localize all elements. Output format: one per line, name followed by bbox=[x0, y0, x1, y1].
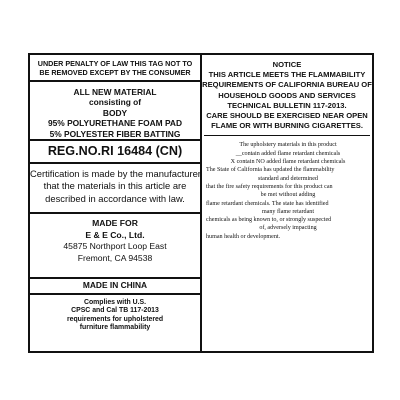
certification-line: that the materials in this article are bbox=[43, 180, 187, 192]
notice-line: REQUIREMENTS OF CALIFORNIA BUREAU OF bbox=[202, 80, 372, 90]
disclosure-line: flame retardant chemicals. The state has identified bbox=[206, 200, 329, 207]
disclosure-line: The upholstery materials in this product bbox=[239, 142, 337, 149]
company-name: E & E Co., Ltd. bbox=[85, 229, 145, 240]
right-column bbox=[202, 55, 372, 351]
notice-line: CARE SHOULD BE EXERCISED NEAR OPEN bbox=[206, 111, 368, 121]
compliance-statement bbox=[30, 295, 200, 351]
material-component: 95% POLYURETHANE FOAM PAD bbox=[47, 118, 183, 129]
compliance-line: CPSC and Cal TB 117-2013 bbox=[71, 307, 159, 315]
flame-retardant-disclosure bbox=[202, 136, 372, 241]
disclosure-line: human health or development. bbox=[206, 233, 281, 240]
compliance-line: requirements for upholstered bbox=[66, 315, 164, 323]
compliance-line: furniture flammability bbox=[79, 324, 151, 332]
left-column bbox=[30, 55, 202, 351]
law-warning-line: UNDER PENALTY OF LAW THIS TAG NOT TO bbox=[37, 59, 193, 68]
disclosure-line: chemicals as being known to, or strongly suspected bbox=[206, 217, 332, 224]
disclosure-line: The State of California has updated the flammability bbox=[206, 167, 335, 174]
certification-line: described in accordance with law. bbox=[45, 192, 185, 204]
compliance-line: Complies with U.S. bbox=[83, 299, 147, 306]
registration-number: REG.NO.RI 16484 (CN) bbox=[30, 141, 200, 164]
law-warning-line: BE REMOVED EXCEPT BY THE CONSUMER bbox=[39, 68, 191, 77]
notice-block bbox=[202, 55, 372, 131]
disclosure-line: be met without adding bbox=[260, 192, 316, 199]
material-section: BODY bbox=[102, 107, 128, 118]
disclosure-line: many flame retardant bbox=[261, 208, 315, 215]
disclosure-option: __contain added flame retardant chemicals bbox=[235, 150, 341, 157]
certification-statement bbox=[30, 164, 200, 214]
notice-line: HOUSEHOLD GOODS AND SERVICES bbox=[218, 90, 356, 100]
material-content bbox=[30, 82, 200, 141]
notice-line: TECHNICAL BULLETIN 117-2013. bbox=[227, 100, 347, 110]
law-label-tag bbox=[28, 53, 374, 353]
notice-line: THIS ARTICLE MEETS THE FLAMMABILITY bbox=[208, 70, 366, 80]
material-line: consisting of bbox=[88, 97, 142, 108]
material-heading: ALL NEW MATERIAL bbox=[73, 87, 157, 97]
country-of-origin: MADE IN CHINA bbox=[30, 279, 200, 295]
law-warning bbox=[30, 55, 200, 82]
company-street: 45875 Northport Loop East bbox=[63, 241, 167, 252]
material-component: 5% POLYESTER FIBER BATTING bbox=[49, 128, 181, 139]
disclosure-option-selected: X contain NO added flame retardant chemicals bbox=[230, 159, 346, 166]
disclosure-line: of, adversely impacting bbox=[259, 225, 317, 232]
notice-title: NOTICE bbox=[272, 60, 302, 69]
notice-line: FLAME OR WITH BURNING CIGARETTES. bbox=[211, 121, 363, 131]
certification-line: Certification is made by the manufacturer bbox=[30, 168, 201, 179]
made-for-block bbox=[30, 214, 200, 279]
company-city: Fremont, CA 94538 bbox=[77, 252, 153, 263]
disclosure-line: that the fire safety requirements for this product can bbox=[206, 183, 333, 190]
made-for-heading: MADE FOR bbox=[92, 218, 138, 228]
disclosure-line: standard and determined bbox=[258, 175, 318, 182]
